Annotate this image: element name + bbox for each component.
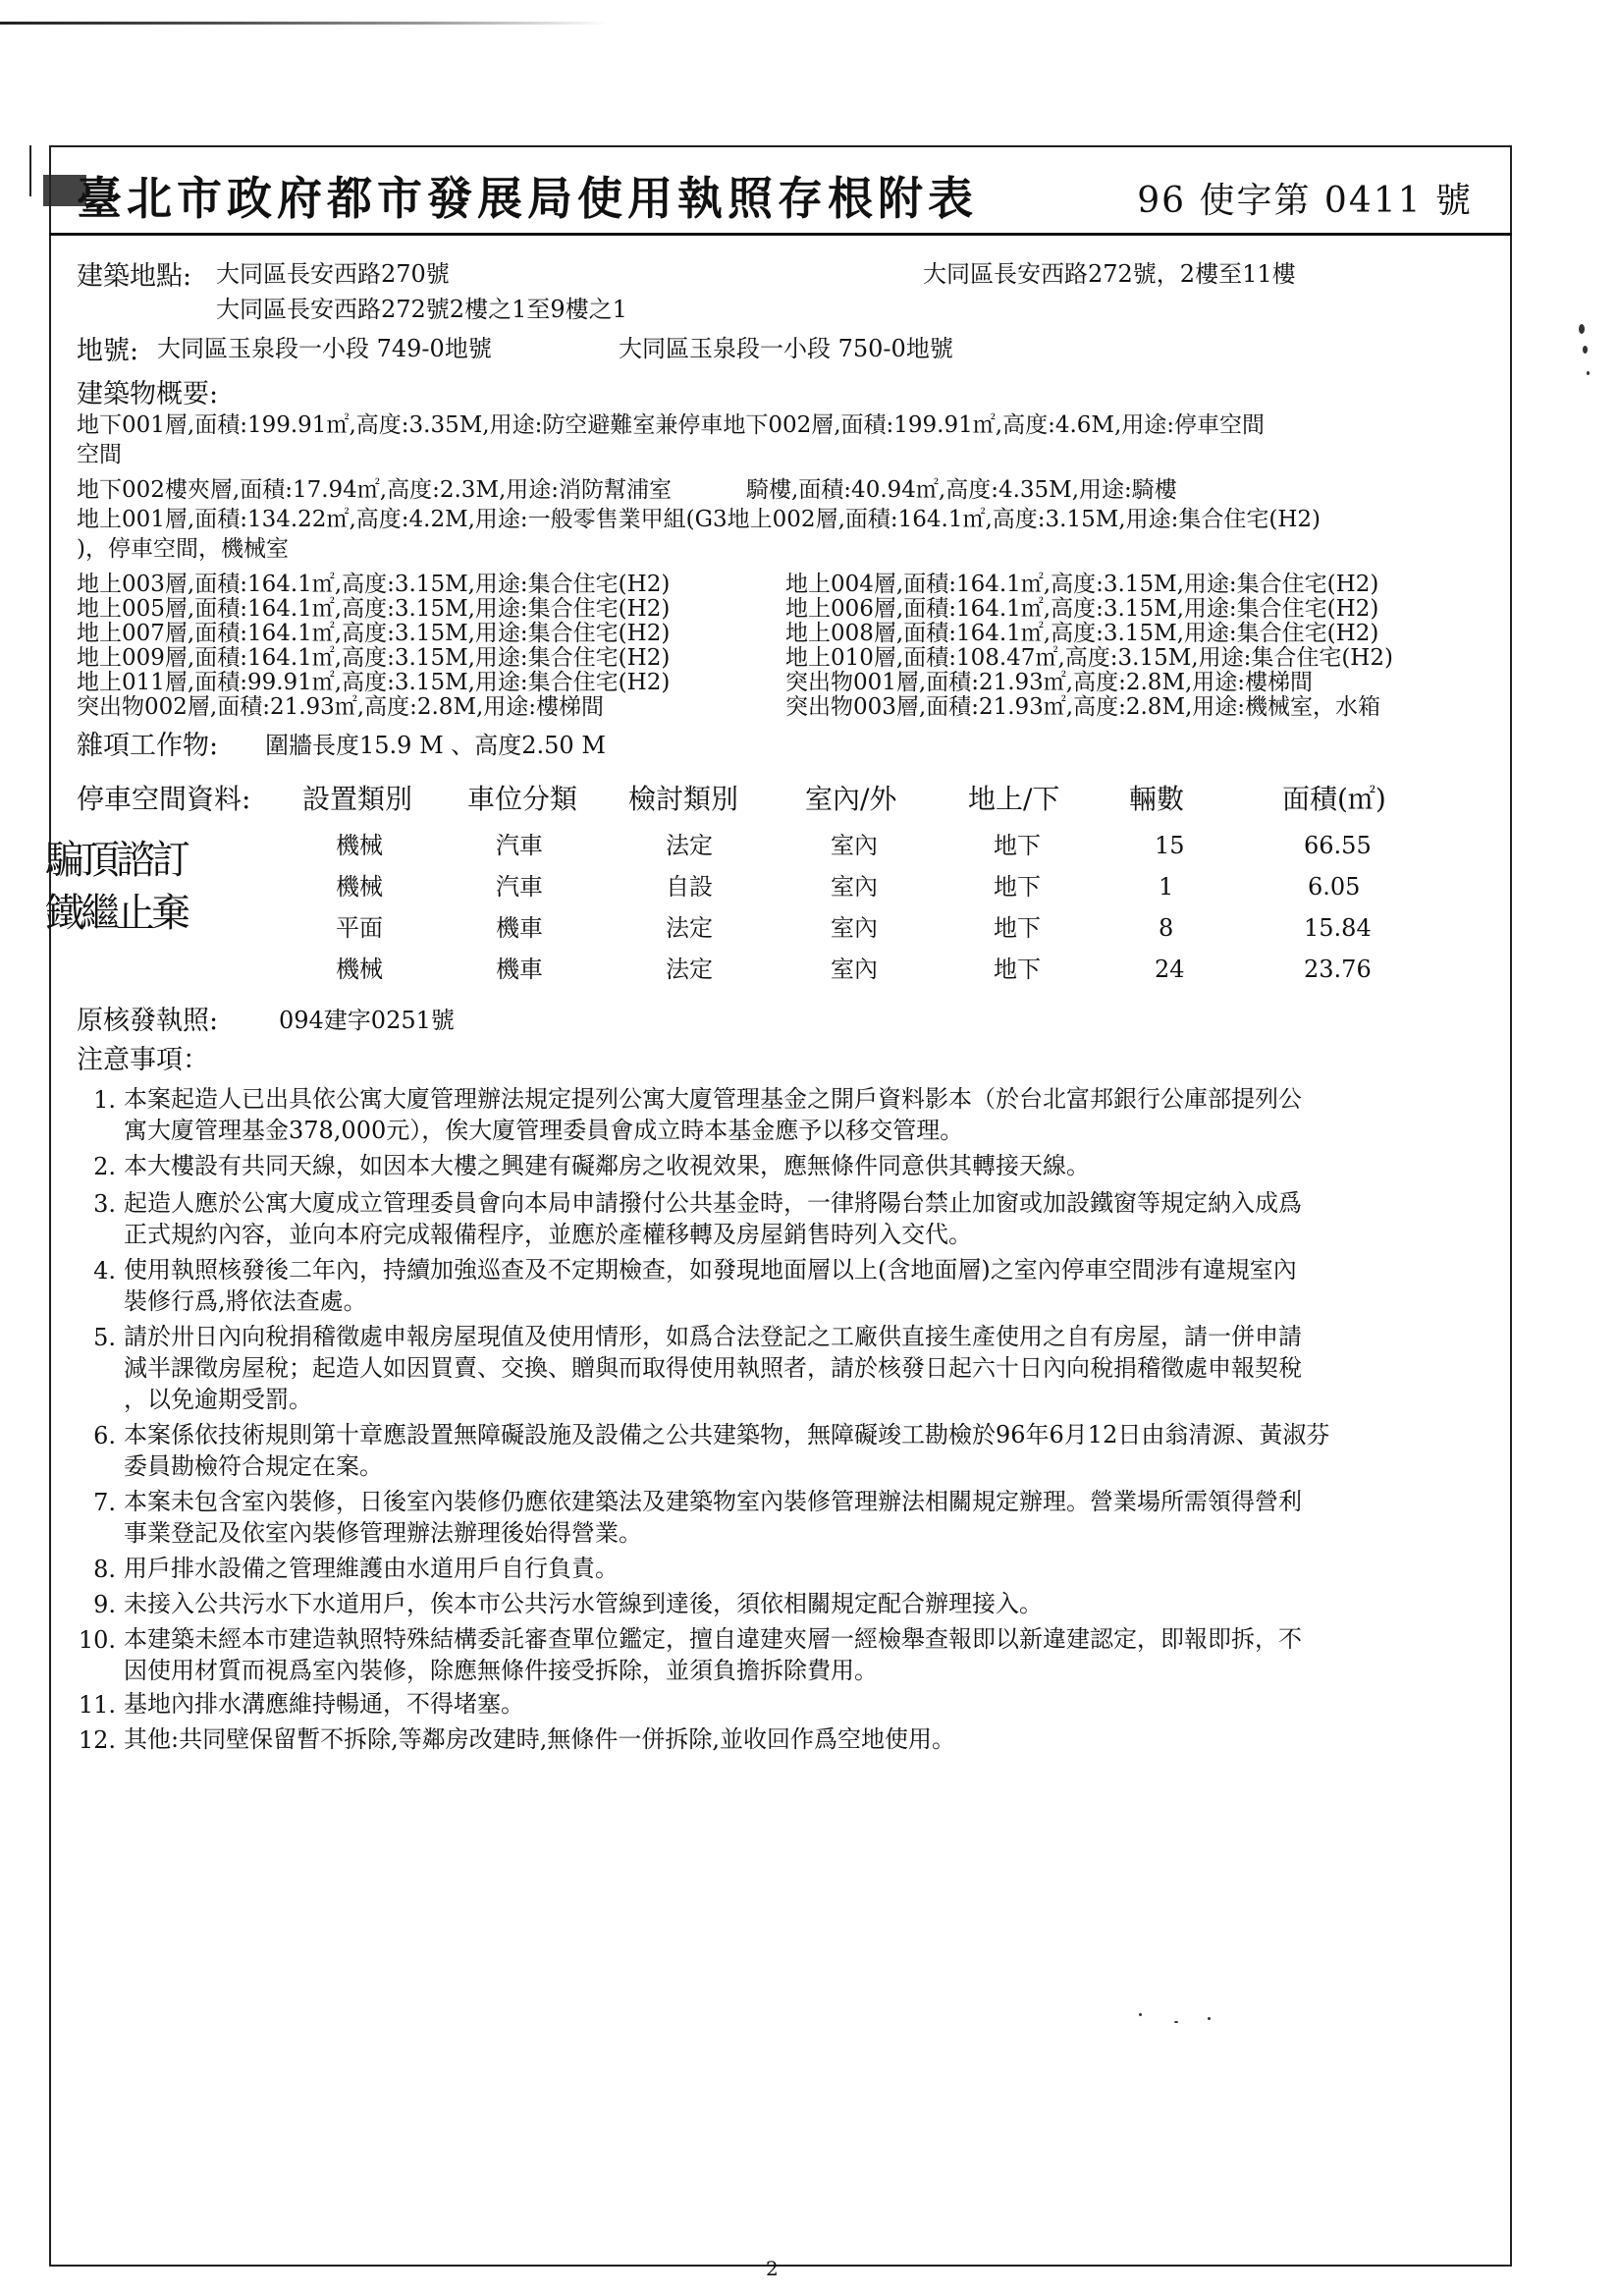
overview-b1-cont: 空間	[77, 442, 122, 467]
overview-left-row: 地上005層,面積:164.1㎡,高度:3.15M,用途:集合住宅(H2)	[77, 596, 671, 622]
note-line: 未接入公共污水下水道用戶，俟本市公共污水管線到達後，須依相關規定配合辦理接入。	[124, 1590, 1043, 1617]
parking-header-area: 面積(㎡)	[1282, 783, 1386, 815]
note-number: 1.	[93, 1086, 116, 1114]
parking-cell: 室內	[831, 956, 878, 983]
stamp-char: 繼	[81, 891, 120, 936]
note-number: 4.	[93, 1257, 116, 1285]
note-number: 9.	[93, 1591, 116, 1618]
misc-works-value: 圍牆長度15.9 M 、高度2.50 M	[265, 732, 606, 759]
note-number: 6.	[93, 1422, 116, 1449]
stamp-char: 止	[116, 891, 155, 936]
original-permit-value: 094建字0251號	[279, 1007, 455, 1034]
note-line: 裝修行爲,將依法查處。	[124, 1287, 367, 1315]
note-number: 11.	[78, 1691, 116, 1719]
overview-left-row: 地上007層,面積:164.1㎡,高度:3.15M,用途:集合住宅(H2)	[77, 621, 671, 646]
parking-header-above-below: 地上/下	[968, 783, 1060, 815]
page-number: 2	[766, 2257, 779, 2280]
overview-arcade: 騎樓,面積:40.94㎡,高度:4.35M,用途:騎樓	[746, 477, 1177, 503]
note-line: 起造人應於公寓大廈成立管理委員會向本局申請撥付公共基金時，一律將陽台禁止加窗或加設鐵窗等規定納入成爲	[124, 1189, 1302, 1217]
title-bar	[49, 145, 1512, 236]
overview-left-row: 地上009層,面積:164.1㎡,高度:3.15M,用途:集合住宅(H2)	[77, 645, 671, 671]
lot-label: 地號:	[77, 336, 139, 366]
parking-cell: 法定	[666, 956, 713, 983]
note-number: 12.	[78, 1726, 116, 1754]
parking-header-review-type: 檢討類別	[628, 783, 739, 815]
note-number: 7.	[93, 1489, 116, 1516]
parking-cell: 地下	[994, 956, 1041, 983]
overview-left-row: 地上003層,面積:164.1㎡,高度:3.15M,用途:集合住宅(H2)	[77, 572, 671, 597]
original-permit-label: 原核發執照:	[77, 1006, 219, 1036]
note-number: 2.	[93, 1153, 116, 1180]
parking-cell: 平面	[336, 914, 383, 942]
lot-number-1: 大同區玉泉段一小段 749-0地號	[157, 335, 492, 362]
overview-right-row: 突出物003層,面積:21.93㎡,高度:2.8M,用途:機械室，水箱	[785, 694, 1381, 720]
parking-cell: 地下	[994, 873, 1041, 901]
permit-number: 96 使字第 0411 號	[1137, 181, 1473, 221]
parking-cell: 機械	[336, 956, 383, 983]
parking-cell: 汽車	[496, 832, 543, 859]
official-stamp	[45, 835, 188, 943]
note-line: 減半課徵房屋稅；起造人如因買賣、交換、贈與而取得使用執照者，請於核發日起六十日內向稅捐稽徵處申報契稅	[124, 1354, 1302, 1382]
scan-speck	[1139, 2013, 1142, 2016]
document-title: 臺北市政府都市發展局使用執照存根附表	[77, 172, 978, 225]
stamp-char: 棄	[151, 891, 190, 936]
overview-b1: 地下001層,面積:199.91㎡,高度:3.35M,用途:防空避難室兼停車地下002層,面積:199.91㎡,高度:4.6M,用途:停車空間	[77, 412, 1266, 438]
parking-cell: 23.76	[1304, 956, 1372, 983]
parking-cell: 機車	[496, 914, 543, 942]
overview-1f: 地上001層,面積:134.22㎡,高度:4.2M,用途:一般零售業甲組(G3地上002層,面積:164.1㎡,高度:3.15M,用途:集合住宅(H2)	[77, 507, 1321, 532]
scan-speck	[1583, 346, 1588, 354]
note-line: 本案係依技術規則第十章應設置無障礙設施及設備之公共建築物，無障礙竣工勘檢於96年6月12日由翁清源、黃淑芬	[124, 1421, 1330, 1449]
stamp-char: 訂	[151, 838, 190, 883]
overview-left-row: 地上011層,面積:99.91㎡,高度:3.15M,用途:集合住宅(H2)	[77, 670, 671, 695]
scan-speck	[1579, 324, 1585, 334]
note-number: 10.	[78, 1626, 116, 1654]
parking-cell: 24	[1155, 956, 1185, 983]
scan-speck	[1587, 371, 1590, 375]
parking-cell: 8	[1159, 914, 1174, 942]
overview-right-row: 地上008層,面積:164.1㎡,高度:3.15M,用途:集合住宅(H2)	[785, 621, 1379, 646]
parking-cell: 15.84	[1304, 914, 1372, 942]
stamp-char: 鐵	[45, 891, 84, 936]
parking-cell: 室內	[831, 832, 878, 859]
address-line-2: 大同區長安西路272號2樓之1至9樓之1	[216, 296, 627, 323]
parking-cell: 機車	[496, 956, 543, 983]
note-line: 請於卅日內向稅捐稽徵處申報房屋現值及使用情形，如爲合法登記之工廠供直接生產使用之自有房屋，請一併申請	[124, 1323, 1302, 1350]
scan-artifact-line	[0, 22, 609, 25]
parking-cell: 地下	[994, 914, 1041, 942]
note-number: 3.	[93, 1190, 116, 1218]
parking-cell: 1	[1159, 873, 1174, 901]
stamp-char: 騙	[45, 838, 84, 883]
parking-cell: 法定	[666, 832, 713, 859]
note-line: 用戶排水設備之管理維護由水道用戶自行負責。	[124, 1555, 619, 1582]
overview-left-row: 突出物002層,面積:21.93㎡,高度:2.8M,用途:樓梯間	[77, 694, 605, 720]
parking-cell: 室內	[831, 873, 878, 901]
overview-right-row: 地上004層,面積:164.1㎡,高度:3.15M,用途:集合住宅(H2)	[785, 572, 1379, 597]
parking-cell: 66.55	[1304, 832, 1372, 859]
note-number: 5.	[93, 1324, 116, 1351]
notes-label: 注意事項：	[77, 1045, 209, 1075]
scan-speck	[1208, 2017, 1211, 2020]
note-line: 本建築未經本市建造執照特殊結構委託審查單位鑑定，擅自違建夾層一經檢舉查報即以新違建認定，即報即拆，不	[124, 1625, 1302, 1653]
overview-right-row: 地上006層,面積:164.1㎡,高度:3.15M,用途:集合住宅(H2)	[785, 596, 1379, 622]
note-line: 事業登記及依室內裝修管理辦法辦理後始得營業。	[124, 1519, 642, 1547]
note-line: 寓大廈管理基金378,000元），俟大廈管理委員會成立時本基金應予以移交管理。	[124, 1117, 964, 1144]
lot-number-2: 大同區玉泉段一小段 750-0地號	[619, 335, 953, 362]
note-line: 本大樓設有共同天線，如因本大樓之興建有礙鄰房之收視效果，應無條件同意供其轉接天線。	[124, 1152, 1090, 1179]
parking-cell: 6.05	[1308, 873, 1361, 901]
address-line-1-right: 大同區長安西路272號，2樓至11樓	[923, 260, 1296, 288]
note-line: 因使用材質而視爲室內裝修，除應無條件接受拆除，並須負擔拆除費用。	[124, 1657, 878, 1684]
parking-cell: 室內	[831, 914, 878, 942]
note-line: 使用執照核發後二年內，持續加強巡查及不定期檢查，如發現地面層以上(含地面層)之室內停車空間涉有違規室內	[124, 1256, 1297, 1284]
parking-label: 停車空間資料:	[77, 783, 251, 815]
overview-1f-cont: )，停車空間，機械室	[77, 536, 289, 562]
stamp-char: 頂	[81, 838, 120, 883]
address-line-1: 大同區長安西路270號	[216, 260, 450, 288]
address-label: 建築地點:	[77, 261, 192, 292]
note-line: 基地內排水溝應維持暢通，不得堵塞。	[124, 1690, 524, 1718]
scan-speck	[1174, 2021, 1178, 2023]
note-line: 其他:共同壁保留暫不拆除,等鄰房改建時,無條件一併拆除,並收回作爲空地使用。	[124, 1725, 955, 1753]
note-line: ，以免逾期受罰。	[124, 1386, 312, 1413]
note-number: 8.	[93, 1556, 116, 1583]
parking-cell: 地下	[994, 832, 1041, 859]
parking-cell: 機械	[336, 873, 383, 901]
note-line: 委員勘檢符合規定在案。	[124, 1452, 383, 1480]
overview-label: 建築物概要:	[77, 379, 219, 410]
parking-cell: 15	[1155, 832, 1185, 859]
parking-cell: 自設	[666, 873, 713, 901]
parking-header-vehicle-class: 車位分類	[467, 783, 578, 815]
parking-cell: 法定	[666, 914, 713, 942]
parking-cell: 機械	[336, 832, 383, 859]
parking-cell: 汽車	[496, 873, 543, 901]
note-line: 本案起造人已出具依公寓大廈管理辦法規定提列公寓大廈管理基金之開戶資料影本（於台北富邦銀行公庫部提列公	[124, 1085, 1302, 1113]
note-line: 正式規約內容，並向本府完成報備程序，並應於產權移轉及房屋銷售時列入交代。	[124, 1221, 972, 1248]
overview-right-row: 地上010層,面積:108.47㎡,高度:3.15M,用途:集合住宅(H2)	[785, 645, 1393, 671]
overview-b2-mezzanine: 地下002樓夾層,面積:17.94㎡,高度:2.3M,用途:消防幫浦室	[77, 477, 673, 503]
overview-right-row: 突出物001層,面積:21.93㎡,高度:2.8M,用途:樓梯間	[785, 670, 1314, 695]
parking-header-count: 輛數	[1129, 783, 1185, 815]
note-line: 本案未包含室內裝修，日後室內裝修仍應依建築法及建築物室內裝修管理辦法相關規定辦理。營業場所需領得營利	[124, 1488, 1302, 1515]
parking-header-setup-type: 設置類別	[302, 783, 413, 815]
parking-header-indoor-outdoor: 室內/外	[805, 783, 897, 815]
stamp-char: 諮	[116, 838, 155, 883]
misc-works-label: 雜項工作物:	[77, 731, 219, 761]
